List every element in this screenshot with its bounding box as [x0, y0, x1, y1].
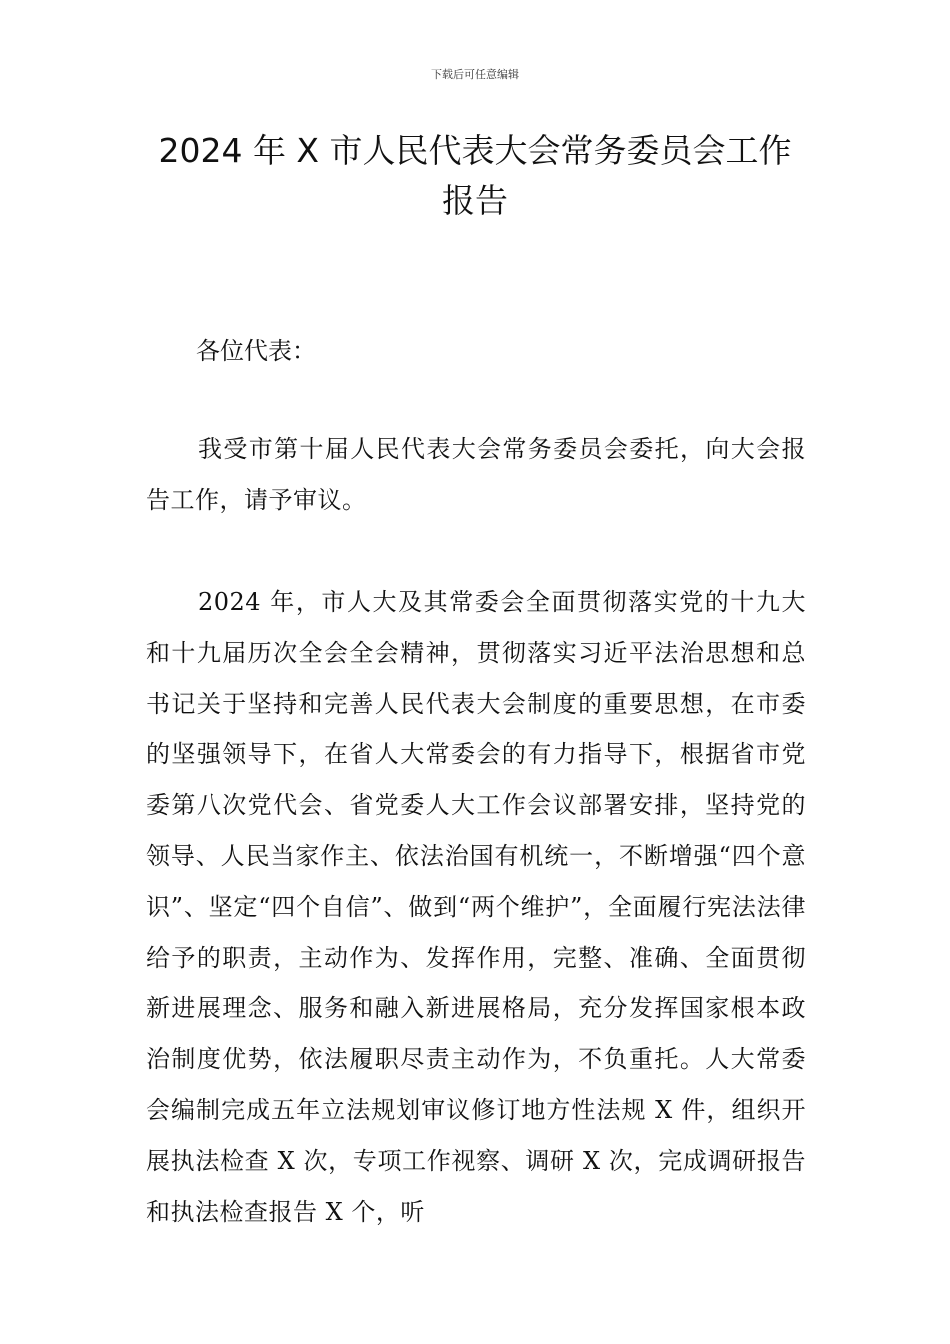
document-title	[120, 126, 830, 226]
paragraph-2: 2024 年，市人大及其常委会全面贯彻落实党的十九大和十九届历次全会全会精神，贯彻落实习近平法治思想和总书记关于坚持和完善人民代表大会制度的重要思想，在市委的坚强领导下，在省人大常委会的有力指导下，根据省市党委第八次党代会、省党委人大工作会议部署安排，坚持党的领导、人民当家作主、依法治国有机统一，不断增强“四个意识”、坚定“四个自信”、做到“两个维护”，全面履行宪法法律给予的职责，主动作为、发挥作用，完整、准确、全面贯彻新进展理念、服务和融入新进展格局，充分发挥国家根本政治制度优势，依法履职尽责主动作为，不负重托。人大常委会编制完成五年立法规划审议修订地方性法规 X 件，组织开展执法检查 X 次，专项工作视察、调研 X 次，完成调研报告和执法检查报告 X 个，听	[146, 588, 806, 1226]
title-line-2: 报告	[442, 181, 508, 220]
title-line-1: 2024 年 X 市人民代表大会常务委员会工作	[158, 131, 792, 170]
paragraph-1: 我受市第十届人民代表大会常务委员会委托，向大会报告工作，请予审议。	[146, 435, 806, 514]
salutation: 各位代表：	[196, 337, 316, 365]
header-note: 下载后可任意编辑	[431, 68, 519, 81]
